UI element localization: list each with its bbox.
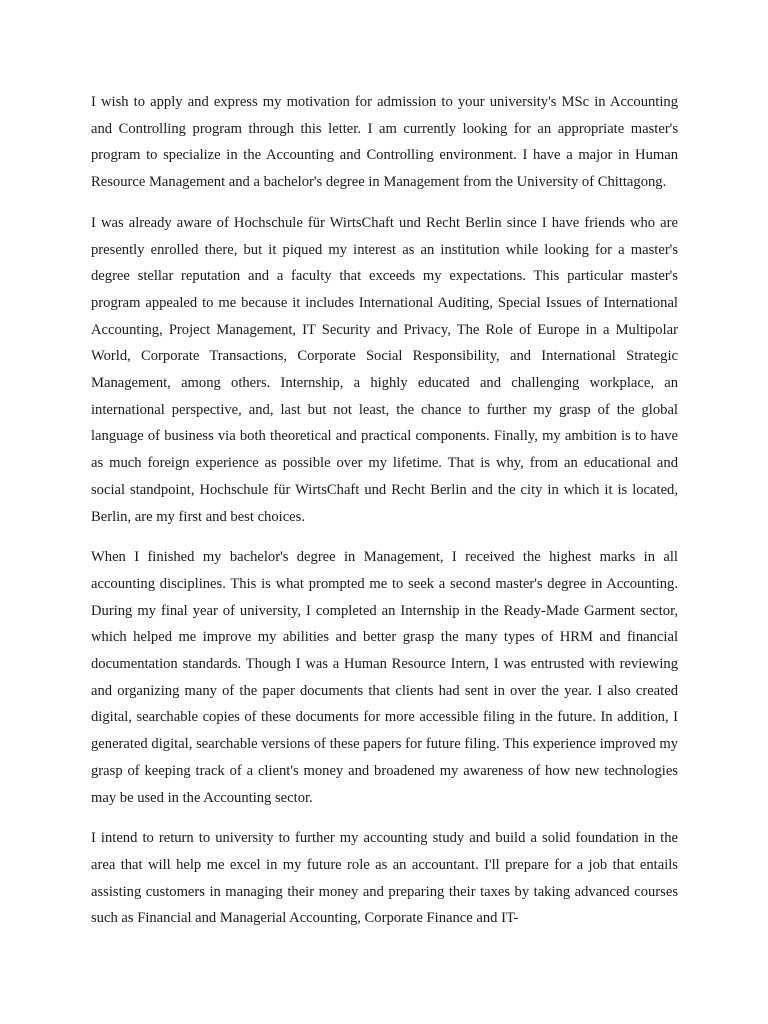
letter-body (91, 89, 678, 946)
paragraph-1: I wish to apply and express my motivation for admission to your university's MSc in Accounting and Controlling program through this letter. I am currently looking for an appropriate master's program to specialize in the Accounting and Controlling environment. I have a major in Human Resource Management and a bachelor's degree in Management from the University of Chittagong. (91, 94, 678, 191)
paragraph-2: I was already aware of Hochschule für WirtsChaft und Recht Berlin since I have friends who are presently enrolled there, but it piqued my interest as an institution while looking for a master's degree stellar reputation and a faculty that exceeds my expectations. This particular master's program appealed to me because it includes International Auditing, Special Issues of International Accounting, Project Management, IT Security and Privacy, The Role of Europe in a Multipolar World, Corporate Transactions, Corporate Social Responsibility, and International Strategic Management, among others. Internship, a highly educated and challenging workplace, an international perspective, and, last but not least, the chance to further my grasp of the global language of business via both theoretical and practical components. Finally, my ambition is to have as much foreign experience as possible over my lifetime. That is why, from an educational and social standpoint, Hochschule für WirtsChaft und Recht Berlin and the city in which it is located, Berlin, are my first and best choices. (91, 214, 678, 525)
paragraph-3: When I finished my bachelor's degree in Management, I received the highest marks in all accounting disciplines. This is what prompted me to seek a second master's degree in Accounting. During my final year of university, I completed an Internship in the Ready-Made Garment sector, which helped me improve my abilities and better grasp the many types of HRM and financial documentation standards. Though I was a Human Resource Intern, I was entrusted with reviewing and organizing many of the paper documents that clients had sent in over the year. I also created digital, searchable copies of these documents for more accessible filing in the future. In addition, I generated digital, searchable versions of these papers for future filing. This experience improved my grasp of keeping track of a client's money and broadened my awareness of how new technologies may be used in the Accounting sector. (91, 549, 678, 806)
paragraph-4: I intend to return to university to further my accounting study and build a solid foundation in the area that will help me excel in my future role as an accountant. I'll prepare for a job that entails assisting customers in managing their money and preparing their taxes by taking advanced courses such as Financial and Managerial Accounting, Corporate Finance and IT- (91, 830, 678, 927)
